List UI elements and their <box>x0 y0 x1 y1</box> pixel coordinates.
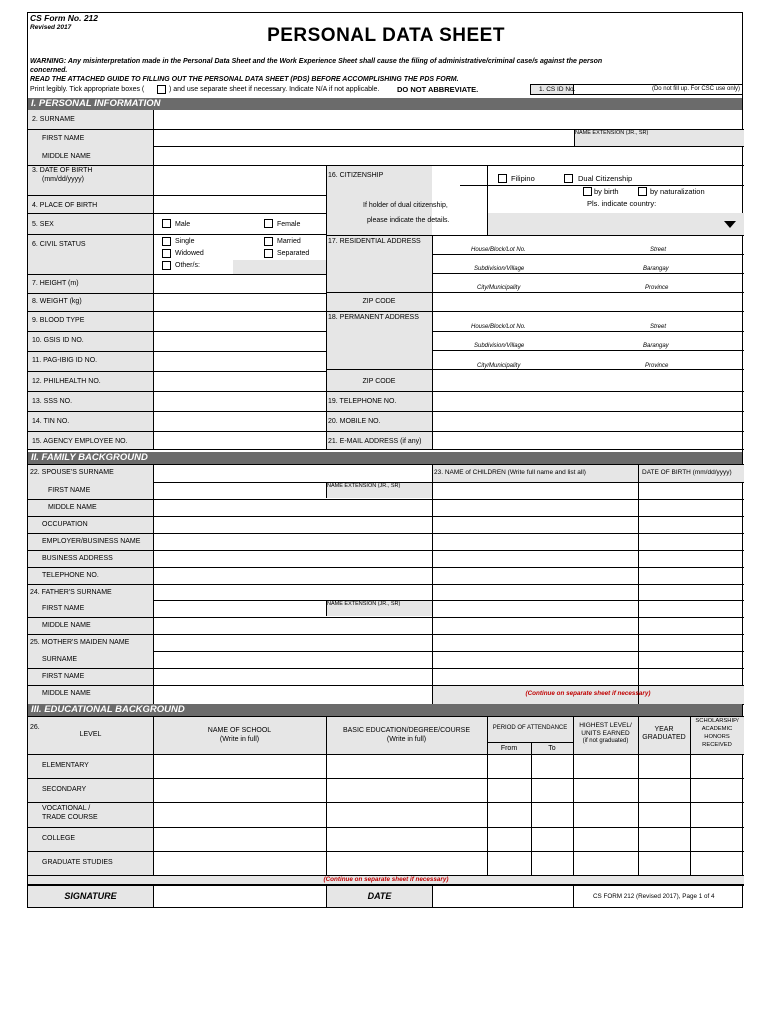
to-header: To <box>548 745 556 752</box>
child-dob-header: DATE OF BIRTH (mm/dd/yyyy) <box>642 469 732 476</box>
pob-field[interactable] <box>154 196 325 212</box>
business-address-label: BUSINESS ADDRESS <box>42 555 113 562</box>
agency-employee-field[interactable] <box>154 432 325 448</box>
cs-id-label-cell: 1. CS ID No. <box>530 84 574 95</box>
sss-field[interactable] <box>154 392 325 410</box>
page-title: PERSONAL DATA SHEET <box>267 25 505 46</box>
education-item-number: 26. <box>30 724 40 731</box>
dual-citizenship-label: Dual Citizenship <box>578 174 633 183</box>
indicate-country-label: Pls. indicate country: <box>587 199 657 208</box>
date-label: DATE <box>367 891 392 901</box>
male-checkbox[interactable] <box>162 219 171 228</box>
perm-zip-field[interactable] <box>433 370 743 390</box>
cs-id-field[interactable]: (Do not fill up. For CSC use only) <box>574 84 743 95</box>
tick-sample-box <box>157 85 166 94</box>
vocational-label-1: VOCATIONAL / <box>42 805 91 812</box>
others-label: Other/s: <box>175 262 200 269</box>
married-label: Married <box>277 238 301 245</box>
family-continue-note: (Continue on separate sheet if necessary) <box>525 690 651 697</box>
spouse-first-name-field[interactable] <box>154 483 325 498</box>
vocational-label-2: TRADE COURSE <box>42 814 98 821</box>
by-naturalization-label: by naturalization <box>650 187 705 196</box>
email-label: 21. E-MAIL ADDRESS (if any) <box>328 438 422 445</box>
by-naturalization-checkbox[interactable] <box>638 187 647 196</box>
name-extension-label: NAME EXTENSION (JR., SR) <box>575 130 649 136</box>
by-birth-label: by birth <box>594 187 619 196</box>
father-name-ext-label: NAME EXTENSION (JR., SR) <box>327 601 401 607</box>
agency-employee-label: 15. AGENCY EMPLOYEE NO. <box>32 438 128 445</box>
spouse-name-ext-label: NAME EXTENSION (JR., SR) <box>327 483 401 489</box>
surname-label: 2. SURNAME <box>32 116 75 123</box>
dual-details-note: please indicate the details. <box>367 217 450 224</box>
signature-field[interactable] <box>154 886 325 907</box>
section-educational-background: III. EDUCATIONAL BACKGROUND <box>28 704 742 716</box>
occupation-field[interactable] <box>154 517 431 532</box>
father-middle-name-field[interactable] <box>154 618 431 633</box>
res-house-caption: House/Block/Lot No. <box>471 247 526 253</box>
res-barangay-caption: Barangay <box>643 266 669 272</box>
secondary-row[interactable] <box>154 779 744 801</box>
scholarship-header-3: HONORS <box>704 734 730 740</box>
mother-first-name-field[interactable] <box>154 669 431 684</box>
telephone-label: 19. TELEPHONE NO. <box>328 398 397 405</box>
perm-city-caption: City/Municipality <box>477 363 521 369</box>
filipino-checkbox[interactable] <box>498 174 507 183</box>
spouse-middle-name-field[interactable] <box>154 500 431 515</box>
separated-label: Separated <box>277 250 310 257</box>
education-continue-note: (Continue on separate sheet if necessary) <box>323 876 449 883</box>
period-header: PERIOD OF ATTENDANCE <box>492 725 568 731</box>
pds-form <box>27 12 743 908</box>
res-zip-field[interactable] <box>433 293 743 310</box>
father-surname-label: 24. FATHER'S SURNAME <box>30 589 112 596</box>
level-header: LEVEL <box>79 731 102 738</box>
philhealth-field[interactable] <box>154 372 325 390</box>
print-legibly-b: ) and use separate sheet if necessary. Indicate N/A if not applicable. <box>169 86 380 93</box>
college-label: COLLEGE <box>42 835 76 842</box>
dob-format: (mm/dd/yyyy) <box>42 176 84 183</box>
spouse-first-name-label: FIRST NAME <box>48 487 91 494</box>
spouse-middle-name-label: MIDDLE NAME <box>48 504 97 511</box>
signature-label: SIGNATURE <box>64 891 117 901</box>
perm-province-caption: Province <box>645 363 669 369</box>
graduate-studies-row[interactable] <box>154 852 744 874</box>
signature-label-cell <box>28 886 153 907</box>
mother-middle-name-field[interactable] <box>154 686 431 703</box>
mother-maiden-label: 25. MOTHER'S MAIDEN NAME <box>30 639 130 646</box>
others-field-shade <box>233 260 326 274</box>
sex-label: 5. SEX <box>32 221 54 228</box>
telephone-field[interactable] <box>433 392 743 410</box>
middle-name-field[interactable] <box>154 147 743 164</box>
filipino-label: Filipino <box>511 174 535 183</box>
spouse-telephone-field[interactable] <box>154 568 431 583</box>
dual-holder-note: If holder of dual citizenship, <box>363 202 448 209</box>
email-field[interactable] <box>433 432 743 448</box>
course-header: BASIC EDUCATION/DEGREE/COURSE <box>342 727 471 734</box>
sss-label: 13. SSS NO. <box>32 398 73 405</box>
vocational-row[interactable] <box>154 803 744 826</box>
scholarship-header-1: SCHOLARSHIP/ <box>695 718 739 724</box>
male-label: Male <box>175 221 191 228</box>
separated-checkbox[interactable] <box>264 249 273 258</box>
tin-label: 14. TIN NO. <box>32 418 70 425</box>
section-family-background: II. FAMILY BACKGROUND <box>28 452 742 464</box>
graduate-studies-label: GRADUATE STUDIES <box>42 859 113 866</box>
surname-field[interactable] <box>154 111 743 128</box>
weight-field[interactable] <box>154 294 325 310</box>
highest-level-header-3: (if not graduated) <box>582 738 629 744</box>
country-dropdown[interactable] <box>487 213 744 235</box>
from-header: From <box>500 745 518 752</box>
dob-label: 3. DATE OF BIRTH <box>32 167 93 174</box>
scholarship-header-4: RECEIVED <box>702 742 732 748</box>
elementary-row[interactable] <box>154 755 744 777</box>
revised-label: Revised 2017 <box>30 24 72 31</box>
secondary-label: SECONDARY <box>42 786 87 793</box>
widowed-label: Widowed <box>175 250 204 257</box>
highest-level-header-2: UNITS EARNED <box>581 730 630 737</box>
form-number: CS Form No. 212 <box>30 13 99 23</box>
spouse-telephone-label: TELEPHONE NO. <box>42 572 99 579</box>
others-checkbox[interactable] <box>162 261 171 270</box>
widowed-checkbox[interactable] <box>162 249 171 258</box>
dual-citizenship-checkbox[interactable] <box>564 174 573 183</box>
citizenship-label: 16. CITIZENSHIP <box>328 172 384 179</box>
father-first-name-field[interactable] <box>154 601 325 616</box>
gsis-label: 10. GSIS ID NO. <box>32 337 84 344</box>
date-label-cell <box>327 886 432 907</box>
warning-line-1: WARNING: Any misinterpretation made in the Personal Data Sheet and the Work Experience Sheet shall cause the filing of administrative/criminal case/s against the person <box>30 58 603 65</box>
res-subdivision-caption: Subdivision/Village <box>474 266 525 272</box>
mother-surname-label: SURNAME <box>42 656 78 663</box>
civil-status-label: 6. CIVIL STATUS <box>32 241 86 248</box>
employer-label: EMPLOYER/BUSINESS NAME <box>42 538 141 545</box>
female-checkbox[interactable] <box>264 219 273 228</box>
single-checkbox[interactable] <box>162 237 171 246</box>
perm-house-caption: House/Block/Lot No. <box>471 324 526 330</box>
gsis-field[interactable] <box>154 332 325 350</box>
first-name-field[interactable] <box>154 130 573 146</box>
elementary-label: ELEMENTARY <box>42 762 89 769</box>
father-first-name-label: FIRST NAME <box>42 605 85 612</box>
year-graduated-header-2: GRADUATED <box>642 734 686 741</box>
height-field[interactable] <box>154 275 325 292</box>
college-row[interactable] <box>154 828 744 850</box>
children-header: 23. NAME of CHILDREN (Write full name and list all) <box>434 469 586 476</box>
perm-barangay-caption: Barangay <box>643 343 669 349</box>
mother-surname-field[interactable] <box>154 652 431 667</box>
single-label: Single <box>175 238 195 245</box>
section-personal-info: I. PERSONAL INFORMATION <box>28 98 742 110</box>
father-surname-field[interactable] <box>154 585 431 599</box>
business-address-field[interactable] <box>154 551 431 566</box>
page-info: CS FORM 212 (Revised 2017), Page 1 of 4 <box>593 893 715 900</box>
date-field[interactable] <box>433 886 573 907</box>
occupation-label: OCCUPATION <box>42 521 88 528</box>
do-not-abbreviate: DO NOT ABBREVIATE. <box>397 85 479 94</box>
scholarship-header-2: ACADEMIC <box>701 726 733 732</box>
height-label: 7. HEIGHT (m) <box>32 280 79 287</box>
philhealth-label: 12. PHILHEALTH NO. <box>32 378 101 385</box>
read-guide-note: READ THE ATTACHED GUIDE TO FILLING OUT THE PERSONAL DATA SHEET (PDS) BEFORE ACCOMPLISHING THE PDS FORM. <box>30 76 459 83</box>
dob-field[interactable] <box>154 166 325 194</box>
perm-street-caption: Street <box>650 324 667 330</box>
married-checkbox[interactable] <box>264 237 273 246</box>
pob-label: 4. PLACE OF BIRTH <box>32 202 98 209</box>
res-city-caption: City/Municipality <box>477 285 521 291</box>
perm-zip-label: ZIP CODE <box>362 378 396 385</box>
mother-first-name-label: FIRST NAME <box>42 673 85 680</box>
blood-type-label: 9. BLOOD TYPE <box>32 317 85 324</box>
course-header-sub: (Write in full) <box>386 736 427 743</box>
res-province-caption: Province <box>645 285 669 291</box>
father-middle-name-label: MIDDLE NAME <box>42 622 91 629</box>
employer-field[interactable] <box>154 534 431 549</box>
mobile-field[interactable] <box>433 412 743 430</box>
pagibig-field[interactable] <box>154 352 325 370</box>
by-birth-checkbox[interactable] <box>583 187 592 196</box>
spouse-surname-label: 22. SPOUSE'S SURNAME <box>30 469 114 476</box>
pagibig-label: 11. PAG-IBIG ID NO. <box>32 357 98 364</box>
blood-type-field[interactable] <box>154 312 325 330</box>
school-header-sub: (Write in full) <box>219 736 260 743</box>
school-header: NAME OF SCHOOL <box>207 727 272 734</box>
permanent-address-label: 18. PERMANENT ADDRESS <box>328 314 419 321</box>
highest-level-header-1: HIGHEST LEVEL/ <box>579 722 632 729</box>
res-street-caption: Street <box>650 247 667 253</box>
perm-subdivision-caption: Subdivision/Village <box>474 343 525 349</box>
res-zip-label: ZIP CODE <box>362 298 396 305</box>
year-graduated-header-1: YEAR <box>654 726 674 733</box>
residential-address-label: 17. RESIDENTIAL ADDRESS <box>328 238 421 245</box>
dropdown-arrow-icon <box>724 221 736 228</box>
weight-label: 8. WEIGHT (kg) <box>32 298 82 305</box>
mobile-label: 20. MOBILE NO. <box>328 418 381 425</box>
print-legibly-a: Print legibly. Tick appropriate boxes ( <box>30 86 145 93</box>
female-label: Female <box>277 221 301 228</box>
mother-middle-name-label: MIDDLE NAME <box>42 690 91 697</box>
first-name-label: FIRST NAME <box>42 135 85 142</box>
tin-field[interactable] <box>154 412 325 430</box>
spouse-surname-field[interactable] <box>154 465 431 481</box>
warning-line-2: concerned. <box>30 67 68 74</box>
middle-name-label: MIDDLE NAME <box>42 153 91 160</box>
